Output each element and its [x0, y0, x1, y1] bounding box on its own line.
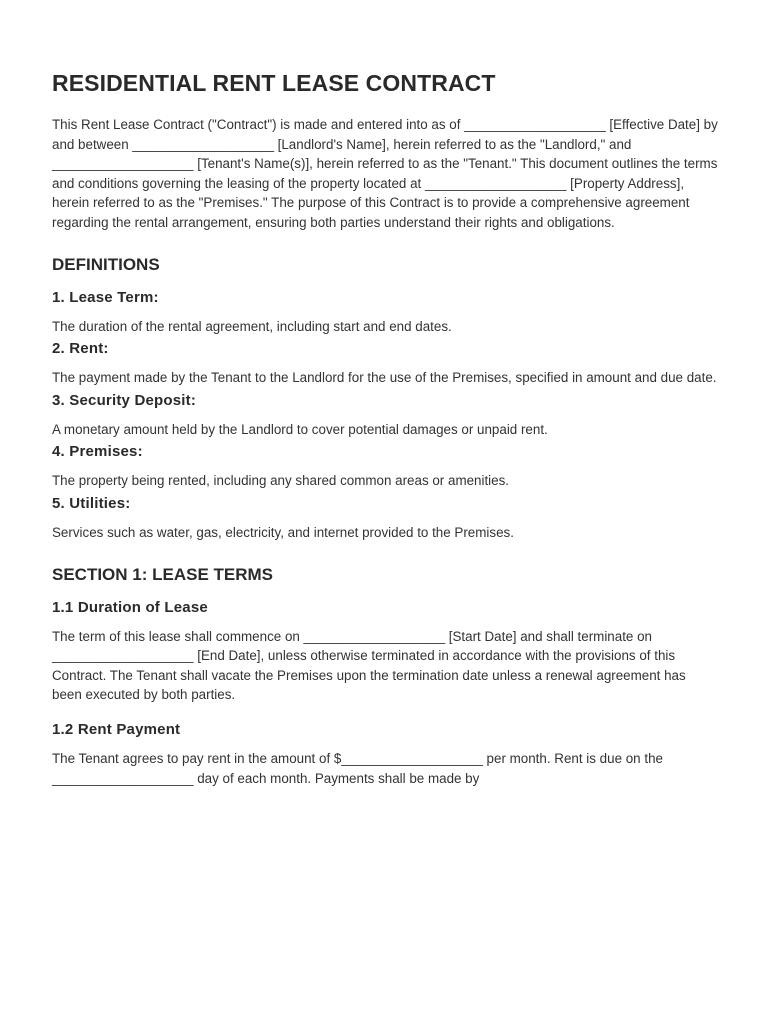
definition-title: 2. Rent:	[52, 340, 109, 358]
definition-title: 4. Premises:	[52, 443, 143, 461]
subsection-text: The term of this lease shall commence on ___________________ [Start Date] and shall terminate on ___________________ [End Date], unless otherwise terminated in accordance with the provisions of this Contract. The Tenant shall vacate the Premises upon the termination date unless a renewal agreement has been executed by both parties.	[52, 628, 686, 703]
definition-title: 1. Lease Term:	[52, 288, 159, 306]
definition-text: The property being rented, including any shared common areas or amenities.	[52, 473, 510, 489]
subsection-title: 1.1 Duration of Lease	[52, 598, 208, 616]
definition-text: Services such as water, gas, electricity, and internet provided to the Premises.	[52, 524, 514, 540]
definitions-list	[52, 289, 718, 543]
definition-item	[52, 495, 718, 543]
definition-title: 3. Security Deposit:	[52, 391, 197, 409]
definition-item	[52, 392, 718, 440]
subsection-text: The Tenant agrees to pay rent in the amount of $___________________ per month. Rent is due on the ___________________ day of each month. Payments shall be made by	[52, 750, 663, 786]
definition-item	[52, 443, 718, 491]
subsection	[52, 721, 718, 788]
document-title: RESIDENTIAL RENT LEASE CONTRACT	[52, 70, 496, 96]
definition-item	[52, 340, 718, 388]
definition-item	[52, 289, 718, 337]
definition-text: The duration of the rental agreement, including start and end dates.	[52, 318, 452, 334]
definition-title: 5. Utilities:	[52, 494, 131, 512]
section-1-heading: SECTION 1: LEASE TERMS	[52, 564, 274, 584]
section-1-body	[52, 599, 718, 789]
subsection-title: 1.2 Rent Payment	[52, 720, 181, 738]
definitions-heading: DEFINITIONS	[52, 254, 160, 274]
definition-text: A monetary amount held by the Landlord to cover potential damages or unpaid rent.	[52, 421, 548, 437]
intro-paragraph: This Rent Lease Contract ("Contract") is made and entered into as of ___________________ [Effective Date] by and between ___________________ [Landlord's Name], herein referred to as the "Landlord," and ___________________ [Tenant's Name(s)], herein referred to as the "Tenant." This document outlines the terms and conditions governing the leasing of the property located at ___________________ [Property Address], herein referred to as the "Premises." The purpose of this Contract is to provide a comprehensive agreement regarding the rental arrangement, ensuring both parties understand their rights and obligations.	[52, 117, 718, 230]
subsection	[52, 599, 718, 705]
definition-text: The payment made by the Tenant to the Landlord for the use of the Premises, specified in amount and due date.	[52, 370, 717, 386]
